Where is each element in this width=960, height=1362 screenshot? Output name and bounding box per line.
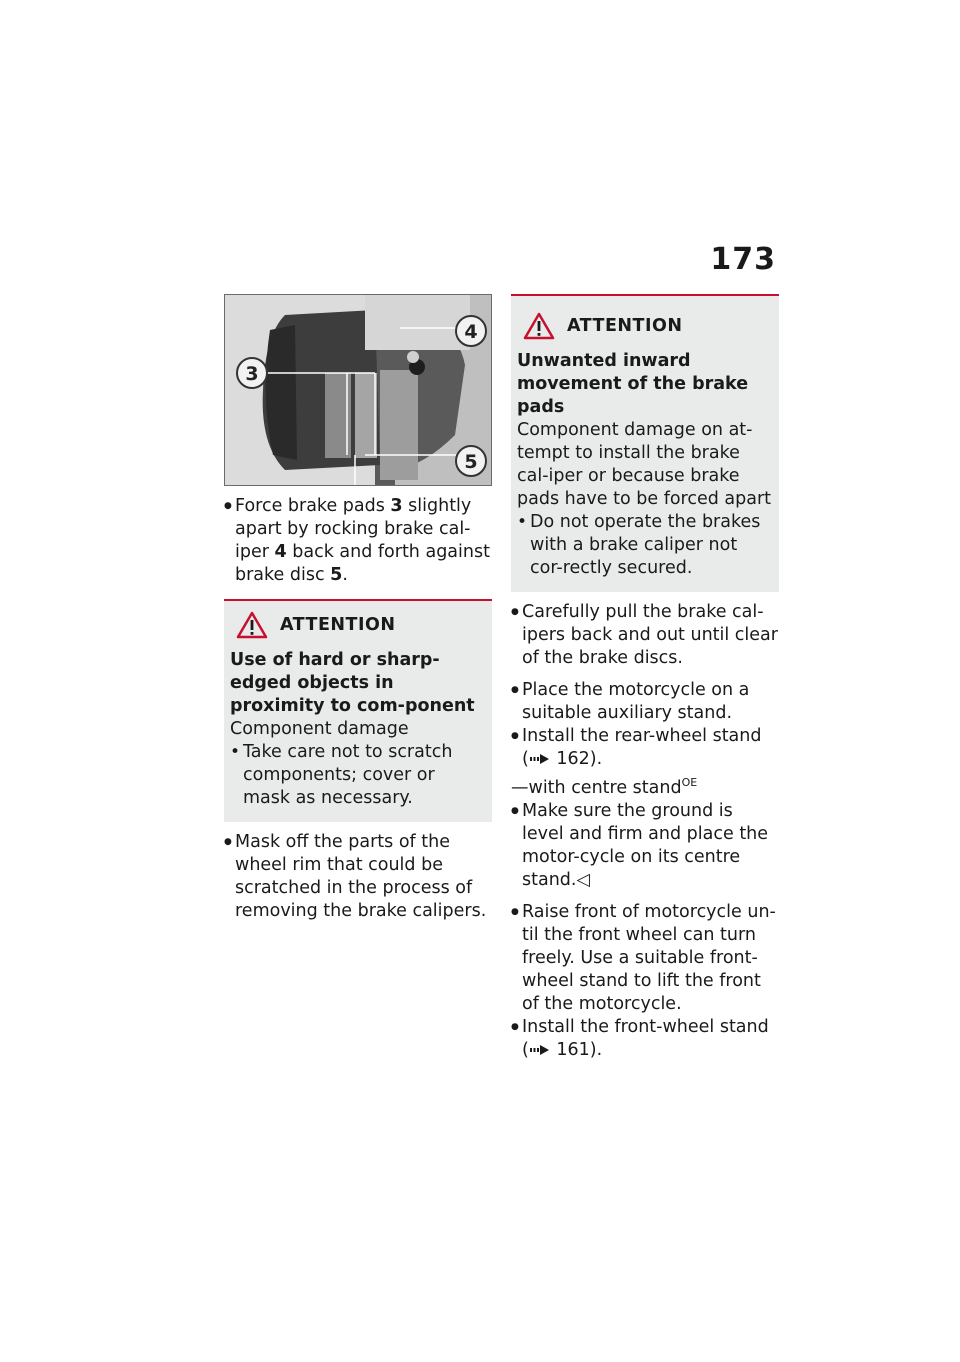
attention-consequence: Component damage <box>230 719 409 739</box>
attention-action: • Take care not to scratch components; cover or mask as necessary. <box>230 741 486 810</box>
left-column <box>224 294 492 923</box>
step-mask-wheel-rim: ● Mask off the parts of the wheel rim that could be scratched in the process of removing the brake calipers. <box>224 831 492 923</box>
attention-title: ATTENTION <box>567 315 683 336</box>
step-force-brake-pads: ● Force brake pads 3 slightly apart by rocking brake cal-iper 4 back and forth against brake disc 5. <box>224 495 492 587</box>
warning-triangle-icon <box>236 611 268 639</box>
attention-subtitle: Unwanted inward movement of the brake pads <box>517 351 749 417</box>
right-column <box>511 294 779 1062</box>
attention-box-sharp-objects <box>224 599 492 822</box>
page-reference-arrow-icon <box>529 1044 551 1056</box>
step-centre-stand: ● Make sure the ground is level and firm and place the motor-cycle on its centre stand.◁ <box>511 800 779 892</box>
attention-subtitle: Use of hard or sharp-edged objects in proximity to com-ponent <box>230 650 475 716</box>
page-reference-arrow-icon <box>529 753 551 765</box>
attention-title: ATTENTION <box>280 614 396 635</box>
svg-text:3: 3 <box>245 363 259 385</box>
step-raise-front: ● Raise front of motorcycle un-til the front wheel can turn freely. Use a suitable front-wheel stand to lift the front of the motorcycle. <box>511 901 779 1016</box>
attention-action: • Do not operate the brakes with a brake caliper not cor-rectly secured. <box>517 511 773 580</box>
step-front-wheel-stand: ● Install the front-wheel stand ( 161). <box>511 1016 779 1062</box>
step-pull-calipers: ● Carefully pull the brake cal-ipers back and out until clear of the brake discs. <box>511 601 779 670</box>
callout-3 <box>237 358 267 388</box>
step-rear-wheel-stand: ● Install the rear-wheel stand ( 162). <box>511 725 779 771</box>
brake-caliper-figure <box>224 294 492 486</box>
step-auxiliary-stand: ● Place the motorcycle on a suitable auxiliary stand. <box>511 679 779 725</box>
warning-triangle-icon <box>523 312 555 340</box>
attention-consequence: Component damage on at-tempt to install the brake cal-iper or because brake pads have to be forced apart <box>517 420 772 509</box>
attention-box-inward-movement <box>511 294 779 592</box>
page-number: 173 <box>710 242 776 277</box>
callout-5 <box>456 446 486 476</box>
callout-4 <box>456 316 486 346</box>
svg-text:5: 5 <box>464 451 478 473</box>
svg-text:4: 4 <box>464 321 478 343</box>
brake-caliper-illustration <box>225 295 491 485</box>
condition-centre-stand: —with centre stand$^{OE}$ <box>511 776 698 798</box>
